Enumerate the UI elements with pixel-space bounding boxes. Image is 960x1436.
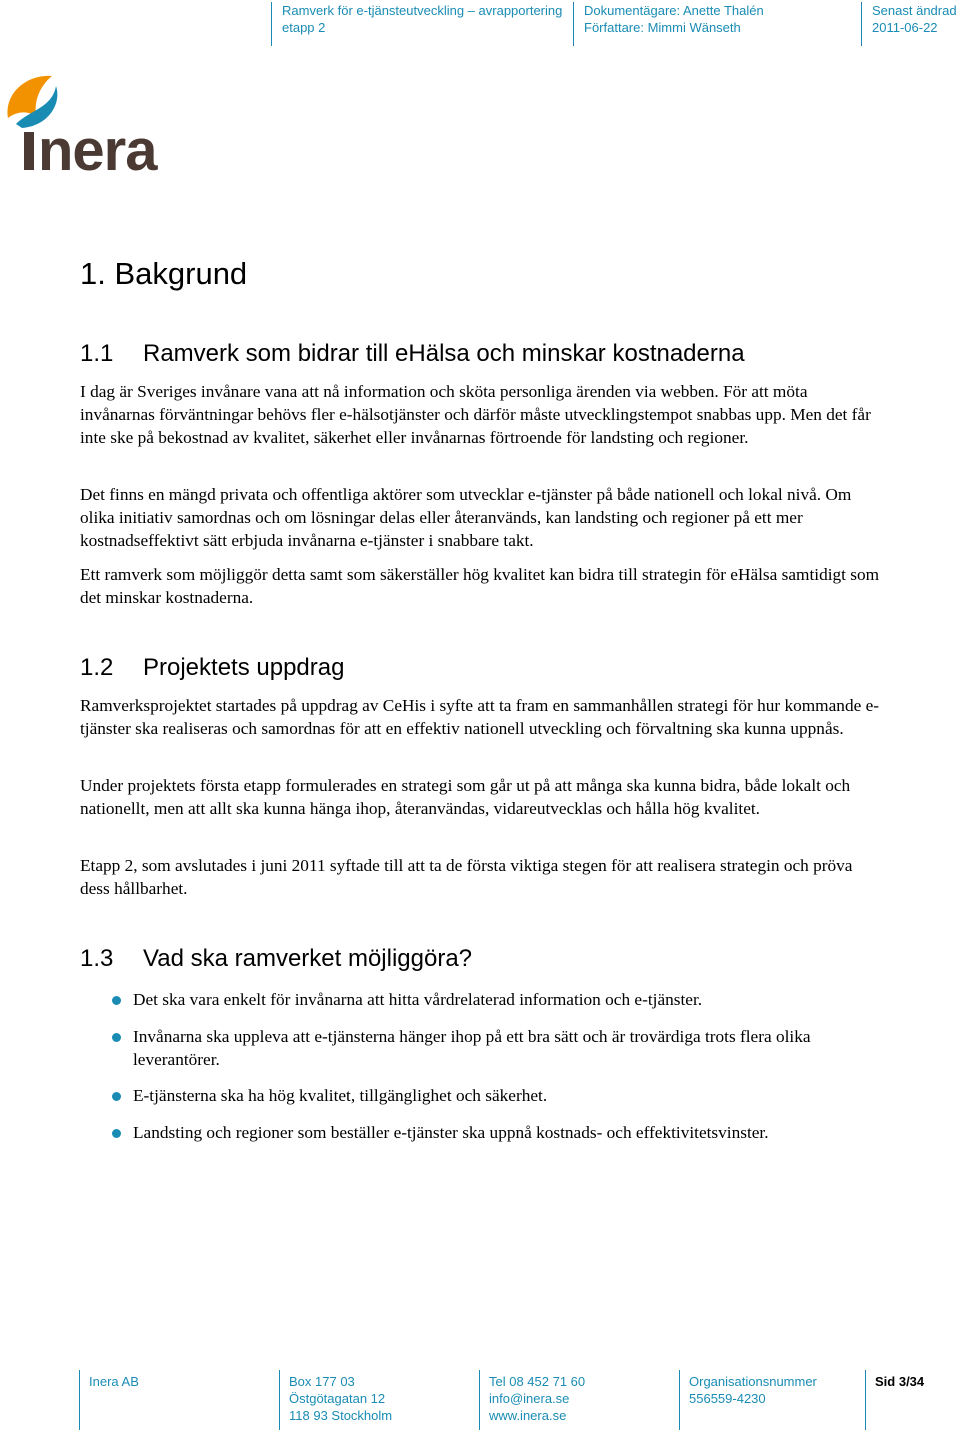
footer-address-line2: Östgötagatan 12 <box>289 1391 386 1406</box>
paragraph: Det finns en mängd privata och offentliga aktörer som utvecklar e-tjänster på både nationell och lokal nivå. Om olika initiativ samordnas och om lösningar delas eller återanvänds, kan landsting och regioner på ett mer kostnadseffektivt sätt erbjuda invånarna e-tjänster i snabbare takt. <box>80 485 852 550</box>
header-doc-meta <box>573 2 861 46</box>
header-author: Författare: Mimmi Wänseth <box>584 20 741 35</box>
svg-text:nera: nera <box>38 118 157 180</box>
header-changed-date: 2011-06-22 <box>872 20 938 35</box>
section-heading-1-1 <box>80 339 745 369</box>
header-title-line1: Ramverk för e-tjänsteutveckling – avrapportering <box>282 3 563 18</box>
footer-contact <box>479 1370 679 1430</box>
section-number: 1.2 <box>80 654 114 681</box>
section-title: Projektets uppdrag <box>143 654 345 681</box>
bullet-icon <box>112 996 121 1005</box>
header-doc-title <box>271 2 573 46</box>
footer-address-line1: Box 177 03 <box>289 1374 355 1389</box>
footer-company-name: Inera AB <box>89 1374 139 1389</box>
list-item-text: Landsting och regioner som beställer e-tjänster ska uppnå kostnads- och effektivitetsvinster. <box>133 1123 769 1142</box>
list-item-text: Invånarna ska uppleva att e-tjänsterna hänger ihop på ett bra sätt och är trovärdiga trots flera olika leverantörer. <box>133 1027 811 1069</box>
bullet-icon <box>112 1129 121 1138</box>
section-title: Ramverk som bidrar till eHälsa och minskar kostnaderna <box>143 340 745 367</box>
footer-email-link[interactable]: info@inera.se <box>489 1391 570 1406</box>
paragraph: Etapp 2, som avslutades i juni 2011 syftade till att ta de första viktiga stegen för att realisera strategin och pröva dess hållbarhet. <box>80 856 853 898</box>
bullet-icon <box>112 1033 121 1042</box>
bullet-list <box>80 988 880 1144</box>
header-title-line2: etapp 2 <box>282 20 326 35</box>
paragraph: I dag är Sveriges invånare vana att nå information och sköta personliga ärenden via webben. För att möta invånarnas förväntningar behövs fler e-hälsotjänster och därför måste utvecklingstempot snabbas upp. Men det får inte ske på bekostnad av kvalitet, säkerhet eller invånarnas förtroende för landsting och regioner. <box>80 382 871 447</box>
list-item <box>80 1084 880 1107</box>
list-item-text: E-tjänsterna ska ha hög kvalitet, tillgänglighet och säkerhet. <box>133 1086 548 1105</box>
list-item <box>80 988 880 1011</box>
chapter-heading: 1. Bakgrund <box>80 256 248 291</box>
footer-phone: Tel 08 452 71 60 <box>489 1374 586 1389</box>
footer-address <box>279 1370 479 1430</box>
bullet-icon <box>112 1092 121 1101</box>
header-changed-label: Senast ändrad <box>872 3 957 18</box>
footer-address-line3: 118 93 Stockholm <box>289 1408 393 1423</box>
footer-org <box>679 1370 865 1430</box>
footer-org-number: 556559-4230 <box>689 1391 766 1406</box>
section-heading-1-3 <box>80 944 472 974</box>
page-number: Sid 3/34 <box>875 1374 925 1389</box>
list-item <box>80 1121 880 1144</box>
list-item-text: Det ska vara enkelt för invånarna att hitta vårdrelaterad information och e-tjänster. <box>133 990 703 1009</box>
section-number: 1.3 <box>80 945 114 972</box>
footer-company <box>79 1370 279 1430</box>
footer-org-label: Organisationsnummer <box>689 1374 817 1389</box>
paragraph: Under projektets första etapp formulerades en strategi som går ut på att många ska kunna bidra, både lokalt och nationellt, men att allt ska kunna hänga ihop, återanvändas, vidareutvecklas och hålla hög kvalitet. <box>80 776 851 818</box>
footer-page <box>865 1370 960 1430</box>
header-changed <box>861 2 960 46</box>
footer-web-link[interactable]: www.inera.se <box>489 1408 567 1423</box>
page-footer <box>0 1370 960 1430</box>
paragraph: Ett ramverk som möjliggör detta samt som säkerställer hög kvalitet kan bidra till strategin för eHälsa samtidigt som det minskar kostnaderna. <box>80 565 880 607</box>
page-header <box>0 0 960 50</box>
section-number: 1.1 <box>80 340 114 367</box>
inera-logo-mark <box>0 70 170 180</box>
list-item <box>80 1025 880 1071</box>
section-heading-1-2 <box>80 653 344 683</box>
inera-logo <box>0 70 170 180</box>
section-title: Vad ska ramverket möjliggöra? <box>143 945 473 972</box>
header-owner: Dokumentägare: Anette Thalén <box>584 3 764 18</box>
paragraph: Ramverksprojektet startades på uppdrag av CeHis i syfte att ta fram en sammanhållen strategi för hur kommande e-tjänster ska realiseras och samordnas för att en effektiv nationell utveckling och förvaltning ska kunna uppnås. <box>80 696 879 738</box>
